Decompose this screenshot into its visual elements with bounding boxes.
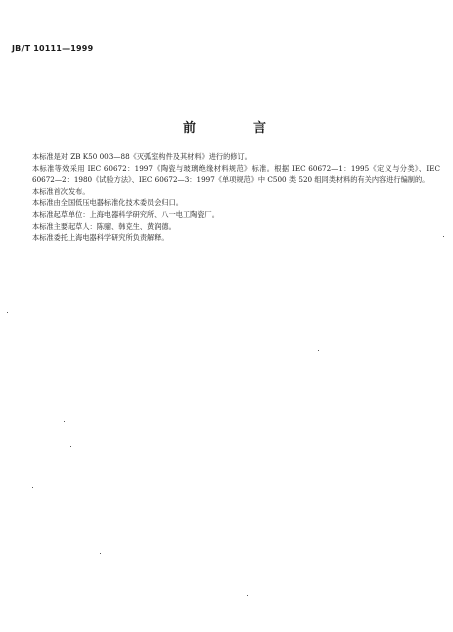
paragraph-equivalence: 本标准等效采用 IEC 60672：1997《陶瓷与玻璃绝缘材料规范》标准。根据 IEC 60672—1：1995《定义与分类》、IEC 60672—2：1980《试验方法》、IEC 60672—3：1997《单项规范》中 C500 类 520 组同类材料的有关内容进行编制的。: [32, 163, 440, 185]
scan-speck: [32, 487, 33, 488]
scan-speck: [70, 446, 71, 447]
paragraph-revision: 本标准是对 ZB K50 003—88《灭弧室构件及其材料》进行的修订。: [32, 152, 252, 161]
foreword-body: [20, 151, 440, 244]
page-title: 前 言: [182, 121, 288, 136]
scan-speck: [247, 595, 248, 596]
paragraph-committee: 本标准由全国低压电器标准化技术委员会归口。: [32, 198, 183, 208]
paragraph-first-release: 本标准首次发布。: [32, 186, 90, 196]
scan-speck: [443, 236, 444, 237]
scan-speck: [64, 421, 65, 422]
paragraph-drafting-units: 本标准起草单位：上海电器科学研究所、八一电工陶瓷厂。: [32, 209, 219, 219]
scan-speck: [100, 553, 101, 554]
scan-speck: [318, 350, 319, 351]
paragraph-interpretation: 本标准委托上海电器科学研究所负责解释。: [32, 233, 169, 243]
scan-speck: [7, 312, 8, 313]
standard-code: JB/T 10111—1999: [12, 44, 94, 53]
paragraph-drafters: 本标准主要起草人：陈骝、韩克生、黄润德。: [32, 221, 176, 231]
